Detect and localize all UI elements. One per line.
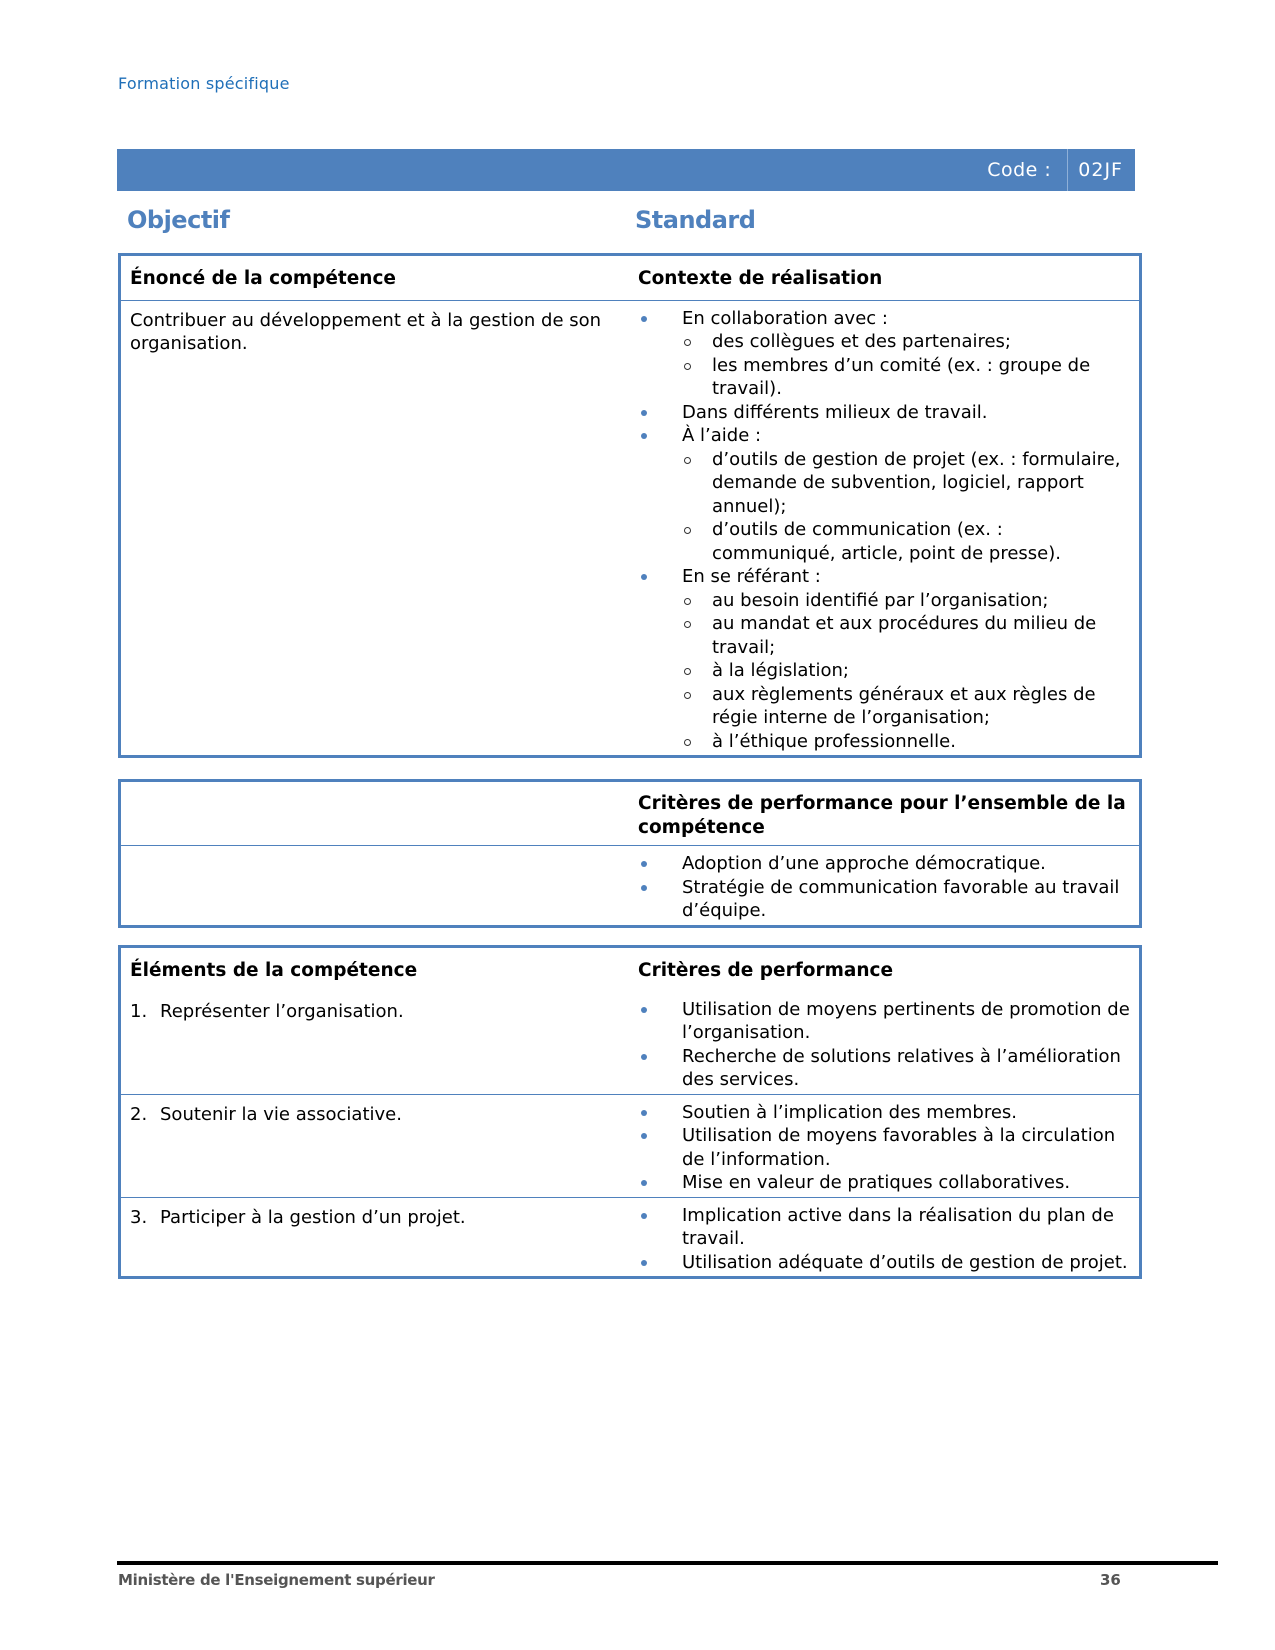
empty-cell: [121, 846, 629, 925]
criteria-list: [638, 1101, 1131, 1195]
column-header-empty: [121, 782, 629, 845]
competence-statement: Contribuer au développement et à la gestion de son organisation.: [130, 309, 602, 354]
context-sublist: [682, 448, 1131, 566]
context-subitem: des collègues et des partenaires;: [682, 330, 1131, 354]
context-item-text: À l’aide :: [682, 425, 762, 446]
element-cell: [121, 992, 629, 1094]
context-item: [638, 565, 1131, 753]
context-subitem: à l’éthique professionnelle.: [682, 730, 1131, 754]
criterion-item: Adoption d’une approche démocratique.: [638, 852, 1131, 876]
table-row: [121, 1094, 1139, 1197]
criterion-item: Utilisation adéquate d’outils de gestion de projet.: [638, 1251, 1131, 1275]
context-subitem: d’outils de gestion de projet (ex. : formulaire, demande de subvention, logiciel, rapport annuel);: [682, 448, 1131, 519]
column-header-criteria: Critères de performance: [638, 960, 894, 981]
column-header-statement: Énoncé de la compétence: [130, 268, 396, 289]
context-subitem: les membres d’un comité (ex. : groupe de travail).: [682, 354, 1131, 401]
context-item-text: En collaboration avec :: [682, 307, 888, 329]
element-number: 2.: [130, 1103, 148, 1125]
element-text: Représenter l’organisation.: [160, 1000, 404, 1022]
context-item-text: Dans différents milieux de travail.: [682, 401, 988, 423]
criteria-cell: [629, 1198, 1139, 1277]
criterion-item: Utilisation de moyens favorables à la circulation de l’information.: [638, 1124, 1131, 1171]
context-item: [638, 401, 1131, 425]
context-item-text: En se référant :: [682, 566, 821, 587]
context-sublist: [682, 589, 1131, 754]
element-cell: [121, 1198, 629, 1277]
criterion-item: Soutien à l’implication des membres.: [638, 1101, 1131, 1125]
criteria-cell: [629, 1095, 1139, 1197]
criterion-item: Implication active dans la réalisation du plan de travail.: [638, 1204, 1131, 1251]
criteria-cell: [629, 992, 1139, 1094]
code-label: Code :: [987, 159, 1052, 181]
column-header-global-criteria: Critères de performance pour l’ensemble de la compétence: [638, 793, 1126, 838]
context-subitem: au besoin identifié par l’organisation;: [682, 589, 1131, 613]
criteria-list: [638, 1204, 1131, 1275]
table-header-row: [121, 948, 1139, 992]
global-criteria-table: [118, 779, 1142, 928]
criterion-item: Mise en valeur de pratiques collaboratives.: [638, 1171, 1131, 1195]
code-banner: [117, 149, 1137, 191]
context-item: [638, 307, 1131, 401]
code-value: 02JF: [1067, 149, 1137, 191]
column-header-elements: Éléments de la compétence: [130, 960, 418, 981]
element-text: Soutenir la vie associative.: [160, 1103, 402, 1125]
context-subitem: d’outils de communication (ex. : communiqué, article, point de presse).: [682, 518, 1131, 565]
element-number: 1.: [130, 1000, 148, 1022]
table-row: [121, 300, 1139, 756]
context-sublist: [682, 330, 1131, 401]
context-subitem: aux règlements généraux et aux règles de régie interne de l’organisation;: [682, 683, 1131, 730]
footer-divider: [117, 1561, 1218, 1565]
global-criteria-cell: [629, 846, 1139, 925]
element-number: 3.: [130, 1206, 148, 1228]
table-header-row: [121, 256, 1139, 300]
context-list: [638, 307, 1131, 754]
context-cell: [629, 301, 1139, 756]
context-subitem: à la législation;: [682, 659, 1131, 683]
table-row: [121, 1197, 1139, 1277]
criteria-list: [638, 998, 1131, 1092]
context-item: [638, 424, 1131, 565]
table-row: [121, 845, 1139, 925]
running-head: Formation spécifique: [118, 74, 290, 93]
column-header-context: Contexte de réalisation: [638, 268, 883, 289]
competence-statement-table: [118, 253, 1142, 758]
table-header-row: [121, 782, 1139, 845]
elements-rows: [121, 992, 1139, 1277]
criterion-item: Utilisation de moyens pertinents de promotion de l’organisation.: [638, 998, 1131, 1045]
section-title-objectif: Objectif: [127, 206, 230, 234]
table-row: [121, 992, 1139, 1094]
element-text: Participer à la gestion d’un projet.: [160, 1206, 466, 1228]
criterion-item: Stratégie de communication favorable au travail d’équipe.: [638, 876, 1131, 923]
section-title-standard: Standard: [635, 206, 756, 234]
elements-criteria-table: [118, 945, 1142, 1279]
footer-publisher: Ministère de l'Enseignement supérieur: [118, 1571, 435, 1589]
element-cell: [121, 1095, 629, 1197]
page-number: 36: [1100, 1571, 1121, 1589]
context-subitem: au mandat et aux procédures du milieu de travail;: [682, 612, 1131, 659]
global-criteria-list: [638, 852, 1131, 923]
criterion-item: Recherche de solutions relatives à l’amélioration des services.: [638, 1045, 1131, 1092]
code-box: [987, 149, 1137, 191]
